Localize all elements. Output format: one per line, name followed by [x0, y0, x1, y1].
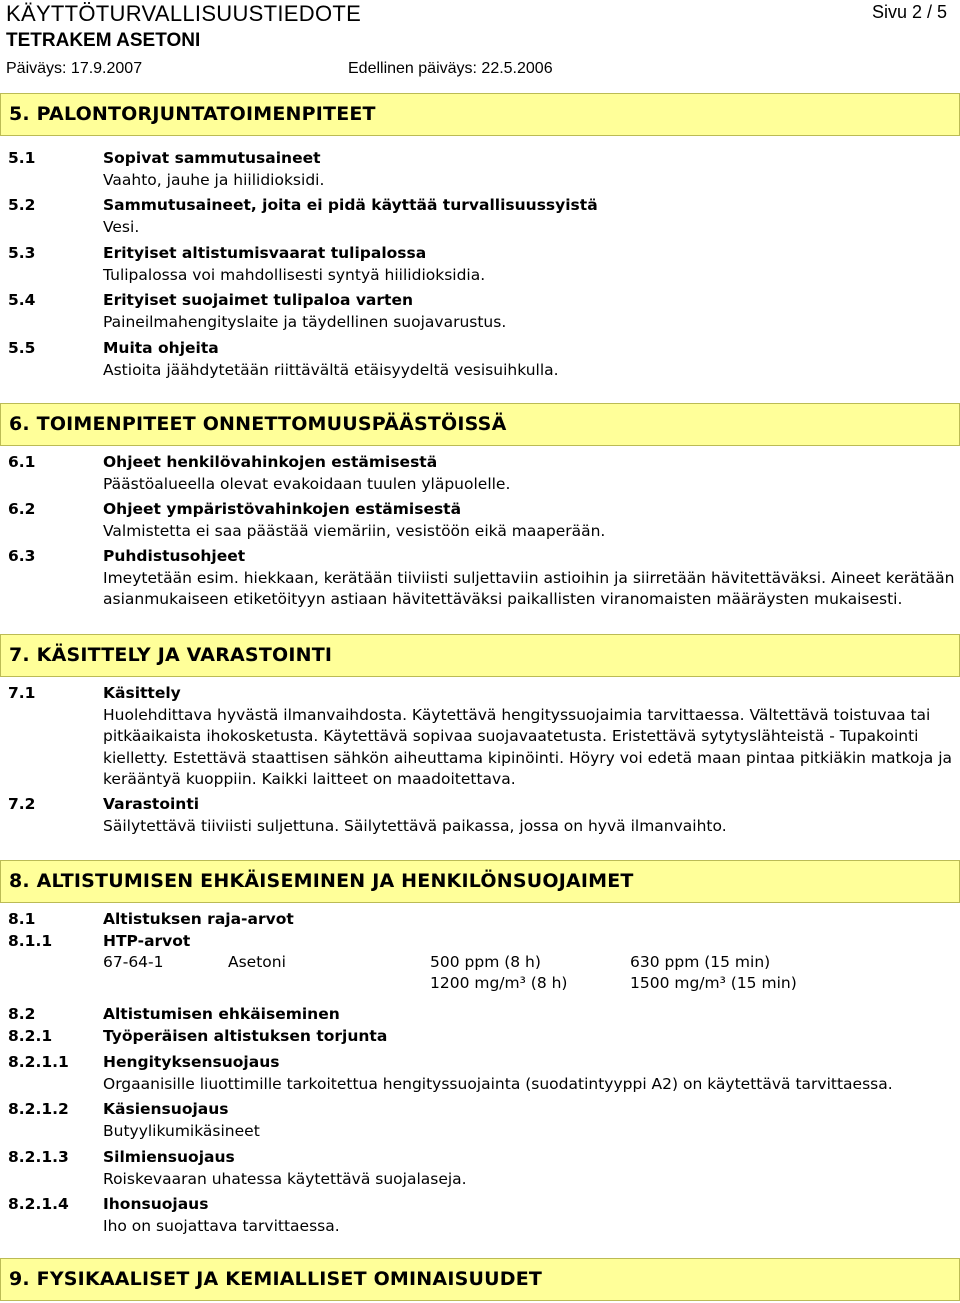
item-5-2: [8, 195, 958, 238]
item-title: Ohjeet henkilövahinkojen estämisestä: [103, 453, 438, 471]
item-5-3: [8, 243, 958, 286]
item-text-line: Imeytetään esim. hiekkaan, kerätään tiiviisti suljettaviin astioihin ja siirretään hävitettäväksi. Aineet kerätään: [103, 568, 955, 587]
document-type: KÄYTTÖTURVALLISUUSTIEDOTE: [6, 1, 362, 26]
item-text: Roiskevaaran uhatessa käytettävä suojalaseja.: [103, 1169, 467, 1188]
item-title: Hengityksensuojaus: [103, 1053, 280, 1071]
item-title: HTP-arvot: [103, 932, 191, 950]
item-title: Erityiset suojaimet tulipaloa varten: [103, 291, 413, 309]
item-text: Iho on suojattava tarvittaessa.: [103, 1216, 340, 1235]
item-title: Silmiensuojaus: [103, 1148, 235, 1166]
item-number: 8.1: [8, 910, 36, 928]
item-number: 7.1: [8, 684, 36, 702]
previous-date: Edellinen päiväys: 22.5.2006: [348, 60, 553, 77]
item-text-line: pitkäaikaista ihokosketusta. Käytettävä sopivaa suojavaatetusta. Eristettävä sytytyslähteistä - Tupakointi: [103, 727, 919, 745]
item-5-1: [8, 148, 958, 191]
item-number: 5.1: [8, 149, 36, 167]
issue-date: Päiväys: 17.9.2007: [6, 60, 143, 77]
item-title: Ohjeet ympäristövahinkojen estämisestä: [103, 500, 462, 518]
section-8-heading: 8. ALTISTUMISEN EHKÄISEMINEN JA HENKILÖNSUOJAIMET: [0, 860, 960, 903]
item-7-2: [8, 794, 958, 837]
section-6-heading: 6. TOIMENPITEET ONNETTOMUUSPÄÄSTÖISSÄ: [0, 403, 960, 446]
item-8-1-1: [8, 931, 958, 953]
item-number: 8.2.1: [8, 1027, 53, 1045]
item-text: Vaahto, jauhe ja hiilidioksidi.: [103, 170, 325, 189]
item-text: Paineilmahengityslaite ja täydellinen suojavarustus.: [103, 312, 507, 331]
item-8-2-1: [8, 1026, 958, 1048]
item-6-2: [8, 499, 958, 542]
item-text: Säilytettävä tiiviisti suljettuna. Säilytettävä paikassa, jossa on hyvä ilmanvaihto.: [103, 816, 727, 835]
page-number: Sivu 2 / 5: [872, 2, 948, 22]
htp-cas-number: 67-64-1: [103, 953, 164, 971]
item-title: Käsittely: [103, 684, 181, 702]
item-8-2-1-3: [8, 1147, 958, 1190]
product-name: TETRAKEM ASETONI: [6, 30, 201, 51]
item-8-2-1-2: [8, 1099, 958, 1142]
item-8-1: [8, 909, 958, 931]
item-number: 6.2: [8, 500, 36, 518]
item-title: Erityiset altistumisvaarat tulipalossa: [103, 244, 427, 262]
item-5-4: [8, 290, 958, 333]
htp-value: 500 ppm (8 h): [430, 953, 541, 971]
item-number: 8.2.1.4: [8, 1195, 69, 1213]
item-6-3: [8, 546, 958, 611]
section-9-heading: 9. FYSIKAALISET JA KEMIALLISET OMINAISUUDET: [0, 1258, 960, 1301]
item-title: Varastointi: [103, 795, 200, 813]
item-number: 7.2: [8, 795, 36, 813]
item-title: Puhdistusohjeet: [103, 547, 246, 565]
item-text: Astioita jäähdytetään riittävältä etäisyydeltä vesisuihkulla.: [103, 360, 559, 379]
item-title: Altistumisen ehkäiseminen: [103, 1005, 340, 1023]
item-text: Tulipalossa voi mahdollisesti syntyä hiilidioksidia.: [103, 265, 486, 284]
item-8-2: [8, 1004, 958, 1026]
item-text: Vesi.: [103, 217, 140, 236]
htp-value: 630 ppm (15 min): [630, 953, 771, 971]
item-text: Orgaanisille liuottimille tarkoitettua hengityssuojainta (suodatintyyppi A2) on käytettävä tarvittaessa.: [103, 1074, 893, 1093]
item-number: 6.1: [8, 453, 36, 471]
section-5-heading: 5. PALONTORJUNTATOIMENPITEET: [0, 93, 960, 136]
item-number: 8.1.1: [8, 932, 53, 950]
item-number: 8.2.1.3: [8, 1148, 69, 1166]
item-number: 8.2.1.1: [8, 1053, 69, 1071]
item-8-2-1-4: [8, 1194, 958, 1237]
item-text-line: asianmukaiseen etiketöityyn astiaan hävitettäväksi paikallisten viranomaisten määräysten mukaisesti.: [103, 590, 903, 608]
item-number: 5.5: [8, 339, 36, 357]
item-title: Sopivat sammutusaineet: [103, 149, 321, 167]
item-number: 8.2: [8, 1005, 36, 1023]
item-text-line: kerääntyä kuoppiin. Kaikki laitteet on maadoitettava.: [103, 770, 516, 788]
htp-value: 1200 mg/m³ (8 h): [430, 974, 568, 992]
item-6-1: [8, 452, 958, 495]
item-title: Käsiensuojaus: [103, 1100, 229, 1118]
item-number: 5.2: [8, 196, 36, 214]
item-number: 6.3: [8, 547, 36, 565]
item-text: Valmistetta ei saa päästää viemäriin, vesistöön eikä maaperään.: [103, 521, 606, 540]
item-title: Työperäisen altistuksen torjunta: [103, 1027, 388, 1045]
item-number: 5.3: [8, 244, 36, 262]
item-text-line: Huolehdittava hyvästä ilmanvaihdosta. Käytettävä hengityssuojaimia tarvittaessa. Vältettävä toistuvaa tai: [103, 705, 931, 724]
htp-substance: Asetoni: [228, 953, 286, 971]
item-text-line: kielletty. Estettävä staattisen sähkön aiheuttama kipinöinti. Höyry voi edetä maan pintaa pitkiäkin matkoja ja: [103, 748, 953, 767]
item-title: Muita ohjeita: [103, 339, 219, 357]
item-number: 5.4: [8, 291, 36, 309]
item-title: Ihonsuojaus: [103, 1195, 209, 1213]
htp-value: 1500 mg/m³ (15 min): [630, 974, 797, 992]
section-7-heading: 7. KÄSITTELY JA VARASTOINTI: [0, 634, 960, 677]
item-title: Sammutusaineet, joita ei pidä käyttää turvallisuussyistä: [103, 196, 598, 214]
item-7-1: [8, 683, 958, 791]
item-number: 8.2.1.2: [8, 1100, 69, 1118]
item-text: Butyylikumikäsineet: [103, 1121, 260, 1140]
item-title: Altistuksen raja-arvot: [103, 910, 294, 928]
item-5-5: [8, 338, 958, 381]
item-8-2-1-1: [8, 1052, 958, 1095]
item-text: Päästöalueella olevat evakoidaan tuulen yläpuolelle.: [103, 474, 511, 493]
